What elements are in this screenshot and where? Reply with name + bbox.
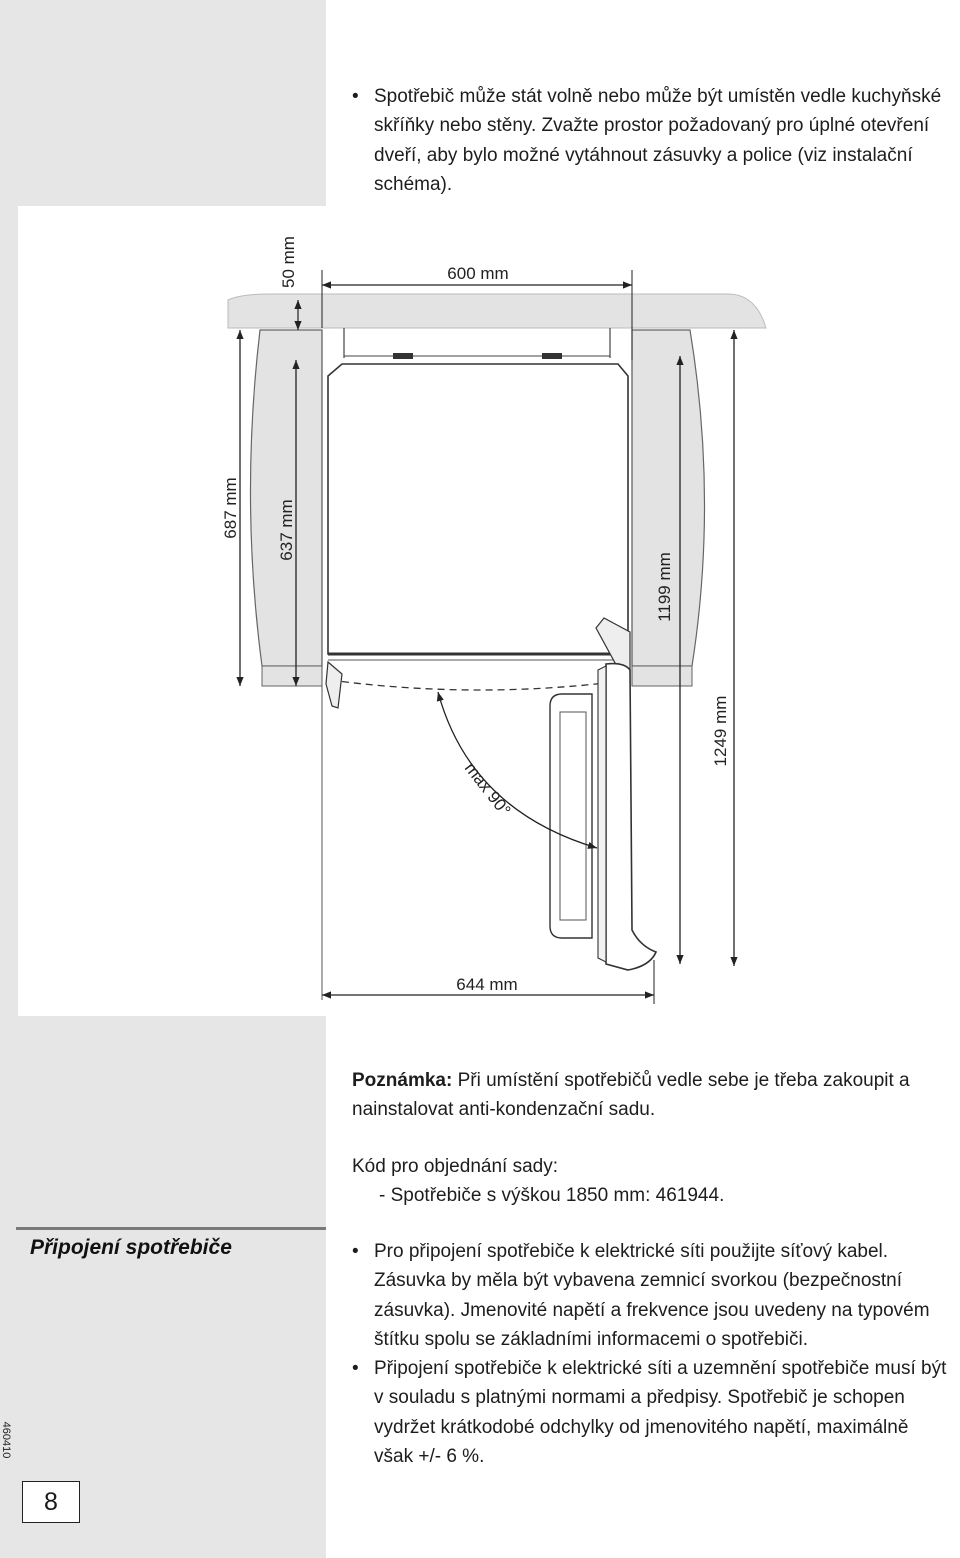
connection-bullet: • Připojení spotřebiče k elektrické síti a uzemnění spotřebiče musí být v souladu s platnými normami a předpisy. Spotřebič je schopen vydržet krátkodobé odchylky od jmenovitého napětí, maximálně však +/- 6 %.: [352, 1354, 952, 1471]
dim-angle-label: max 90°: [460, 758, 515, 820]
kit-item: - Spotřebiče s výškou 1850 mm: 461944.: [379, 1185, 725, 1206]
dim-width-open-label: 644 mm: [456, 975, 518, 994]
dim-door-open-label: 1199 mm: [655, 552, 674, 622]
plinth-left: [262, 666, 322, 686]
fridge-body: [328, 364, 628, 654]
plinth-right: [632, 666, 692, 686]
section-divider: [16, 1227, 326, 1230]
cabinet-left: [250, 330, 322, 666]
dim-top-gap-label: 50 mm: [279, 236, 298, 288]
dim-door-open-total-label: 1249 mm: [711, 695, 730, 767]
connection-bullet-list: [352, 1237, 952, 1471]
door-swing-arc: [330, 680, 630, 690]
document-code: 460410: [0, 1421, 12, 1459]
dim-depth-inner-label: 637 mm: [277, 499, 296, 561]
note-paragraph: [352, 1066, 952, 1124]
note-text: Při umístění spotřebičů vedle sebe je třeba zakoupit a nainstalovat anti-kondenzační sadu.: [352, 1070, 910, 1120]
intro-bullet-list: [352, 82, 952, 199]
dim-depth-outer-label: 687 mm: [221, 477, 240, 539]
connection-bullet: • Pro připojení spotřebiče k elektrické síti použijte síťový kabel. Zásuvka by měla být vybavena zemnicí svorkou (bezpečnostní zásuvka). Jmenovité napětí a frekvence jsou uvedeny na typovém štítku spolu se základními informacemi o spotřebiči.: [352, 1237, 952, 1354]
back-wall: [228, 294, 766, 328]
kit-title: Kód pro objednání sady:: [352, 1156, 558, 1177]
page-number: 8: [22, 1481, 80, 1523]
section-title: Připojení spotřebiče: [30, 1236, 232, 1259]
dim-width-label: 600 mm: [447, 264, 509, 283]
kit-order-block: [352, 1152, 952, 1210]
note-label: Poznámka:: [352, 1070, 453, 1091]
intro-bullet: • Spotřebič může stát volně nebo může být umístěn vedle kuchyňské skříňky nebo stěny. Zvažte prostor požadovaný pro úplné otevření dveří, aby bylo možné vytáhnout zásuvky a police (viz instalační schéma).: [352, 82, 952, 199]
open-door: [606, 664, 656, 970]
installation-diagram: [0, 206, 960, 1026]
